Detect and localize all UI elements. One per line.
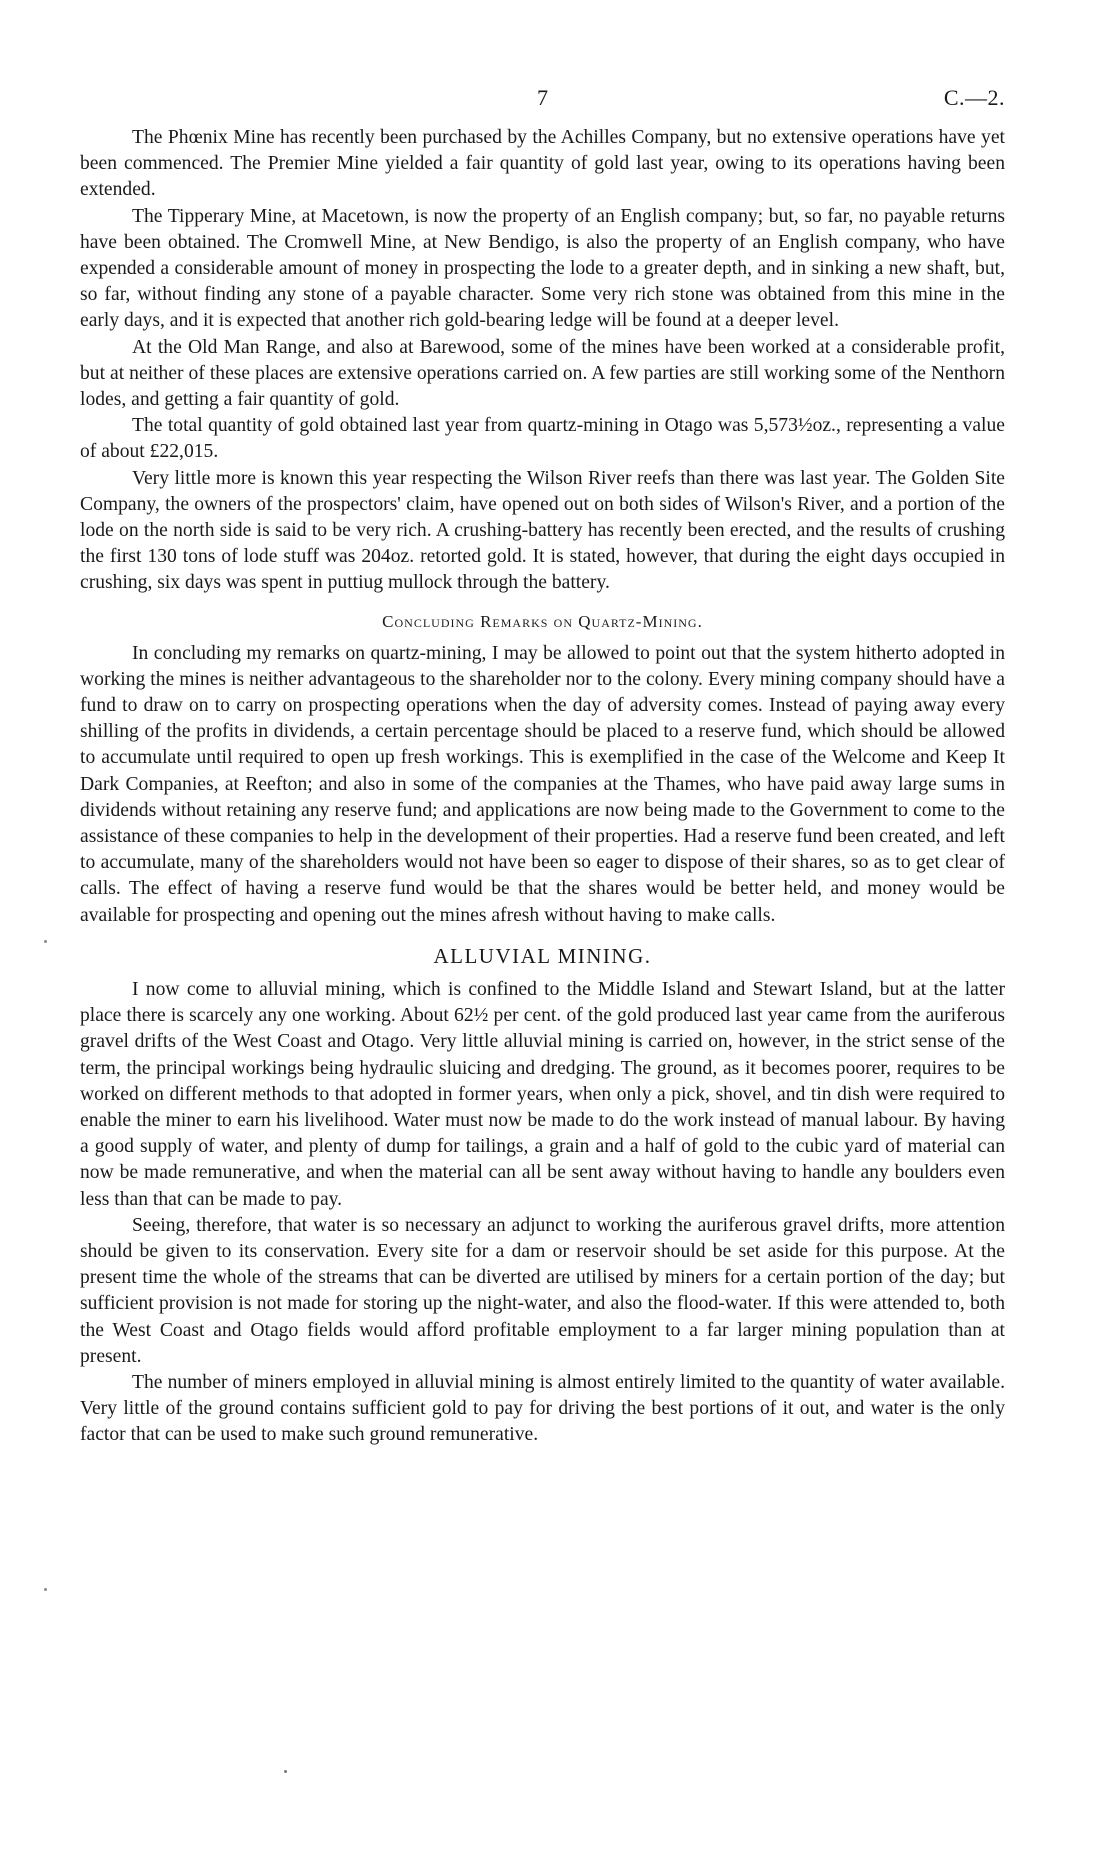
body-text — [80, 125, 1005, 1449]
page-number: 7 — [537, 85, 548, 110]
paragraph-wilson-river: Very little more is known this year respecting the Wilson River reefs than there was last year. The Golden Site Company, the owners of the prospectors' claim, have opened out on both sides of Wilson's River, and a portion of the lode on the north side is said to be very rich. A crushing-battery has recently been erected, and the results of crushing the first 130 tons of lode stuff was 204oz. retorted gold. It is stated, however, that during the eight days occupied in crushing, six days was spent in puttiug mullock through the battery. — [80, 467, 1005, 594]
paragraph-phoenix-mine: The Phœnix Mine has recently been purchased by the Achilles Company, but no extensive operations have yet been commenced. The Premier Mine yielded a fair quantity of gold last year, owing to its operations having been extended. — [80, 127, 1005, 201]
paragraph-tipperary-mine: The Tipperary Mine, at Macetown, is now the property of an English company; but, so far, no payable returns have been obtained. The Cromwell Mine, at New Bendigo, is also the property of an English company, who have expended a considerable amount of money in prospecting the lode to a greater depth, and in sinking a new shaft, but, so far, without finding any stone of a payable character. Some very rich stone was obtained from this mine in the early days, and it is expected that another rich gold-bearing ledge will be found at a deeper level. — [80, 205, 1005, 332]
paragraph-old-man-range: At the Old Man Range, and also at Barewood, some of the mines have been worked at a considerable profit, but at neither of these places are extensive operations carried on. A few parties are still working some of the Nenthorn lodes, and getting a fair quantity of gold. — [80, 336, 1005, 411]
page-header — [80, 85, 1005, 121]
heading-concluding-remarks: Concluding Remarks on Quartz-Mining. — [382, 611, 703, 631]
paragraph-water-conservation: Seeing, therefore, that water is so necessary an adjunct to working the auriferous gravel drifts, more attention should be given to its conservation. Every site for a dam or reservoir should be set aside for this purpose. At the present time the whole of the streams that can be diverted are utilised by miners for a certain portion of the day; but sufficient provision is not made for storing up the night-water, and also the flood-water. If this were attended to, both the West Coast and Otago fields would afford profitable employment to a far larger mining population than at present. — [80, 1214, 1005, 1367]
paragraph-alluvial-intro: I now come to alluvial mining, which is confined to the Middle Island and Stewart Island, but at the latter place there is scarcely any one working. About 62½ per cent. of the gold produced last year came from the auriferous gravel drifts of the West Coast and Otago. Very little alluvial mining is carried on, however, in the strict sense of the term, the principal workings being hydraulic sluicing and dredging. The ground, as it becomes poorer, requires to be worked on different methods to that adopted in former years, when only a pick, shovel, and tin dish were required to enable the miner to earn his livelihood. Water must now be made to do the work instead of manual labour. By having a good supply of water, and plenty of dump for tailings, a grain and a half of gold to the cubic yard of material can now be made remunerative, and when the material can all be sent away without having to handle any boulders even less than that can be made to pay. — [80, 978, 1005, 1210]
document-code: C.—2. — [943, 85, 1005, 110]
margin-dot-mark — [44, 940, 47, 943]
paragraph-concluding-remarks: In concluding my remarks on quartz-mining, I may be allowed to point out that the system hitherto adopted in working the mines is neither advantageous to the shareholder nor to the colony. Every mining company should have a fund to draw on to carry on prospecting operations when the day of adversity comes. Instead of paying away every shilling of the profits in dividends, a certain percentage should be placed to a reserve fund, which should be allowed to accumulate until required to open up fresh workings. This is exemplified in the case of the Welcome and Keep It Dark Companies, at Reefton; and also in some of the companies at the Thames, who have paid away large sums in dividends without retaining any reserve fund; and applications are now being made to the Government to come to the assistance of these companies to help in the development of their properties. Had a reserve fund been created, and left to accumulate, many of the shareholders would not have been so eager to dispose of their shares, so as to get clear of calls. The effect of having a reserve fund would be that the shares would be better held, and money would be available for prospecting and opening out the mines afresh without having to make calls. — [80, 642, 1005, 926]
heading-alluvial-mining: ALLUVIAL MINING. — [433, 943, 652, 968]
margin-dot-mark — [44, 1588, 47, 1591]
paragraph-miners-employed: The number of miners employed in alluvial mining is almost entirely limited to the quantity of water available. Very little of the ground contains sufficient gold to pay for driving the best portions of it out, and water is the only factor that can be used to make such ground remunerative. — [80, 1371, 1005, 1446]
document-page — [80, 85, 1005, 1449]
paragraph-otago-total: The total quantity of gold obtained last year from quartz-mining in Otago was 5,573½oz., representing a value of about £22,015. — [80, 415, 1005, 463]
bottom-dot-mark — [284, 1770, 287, 1773]
